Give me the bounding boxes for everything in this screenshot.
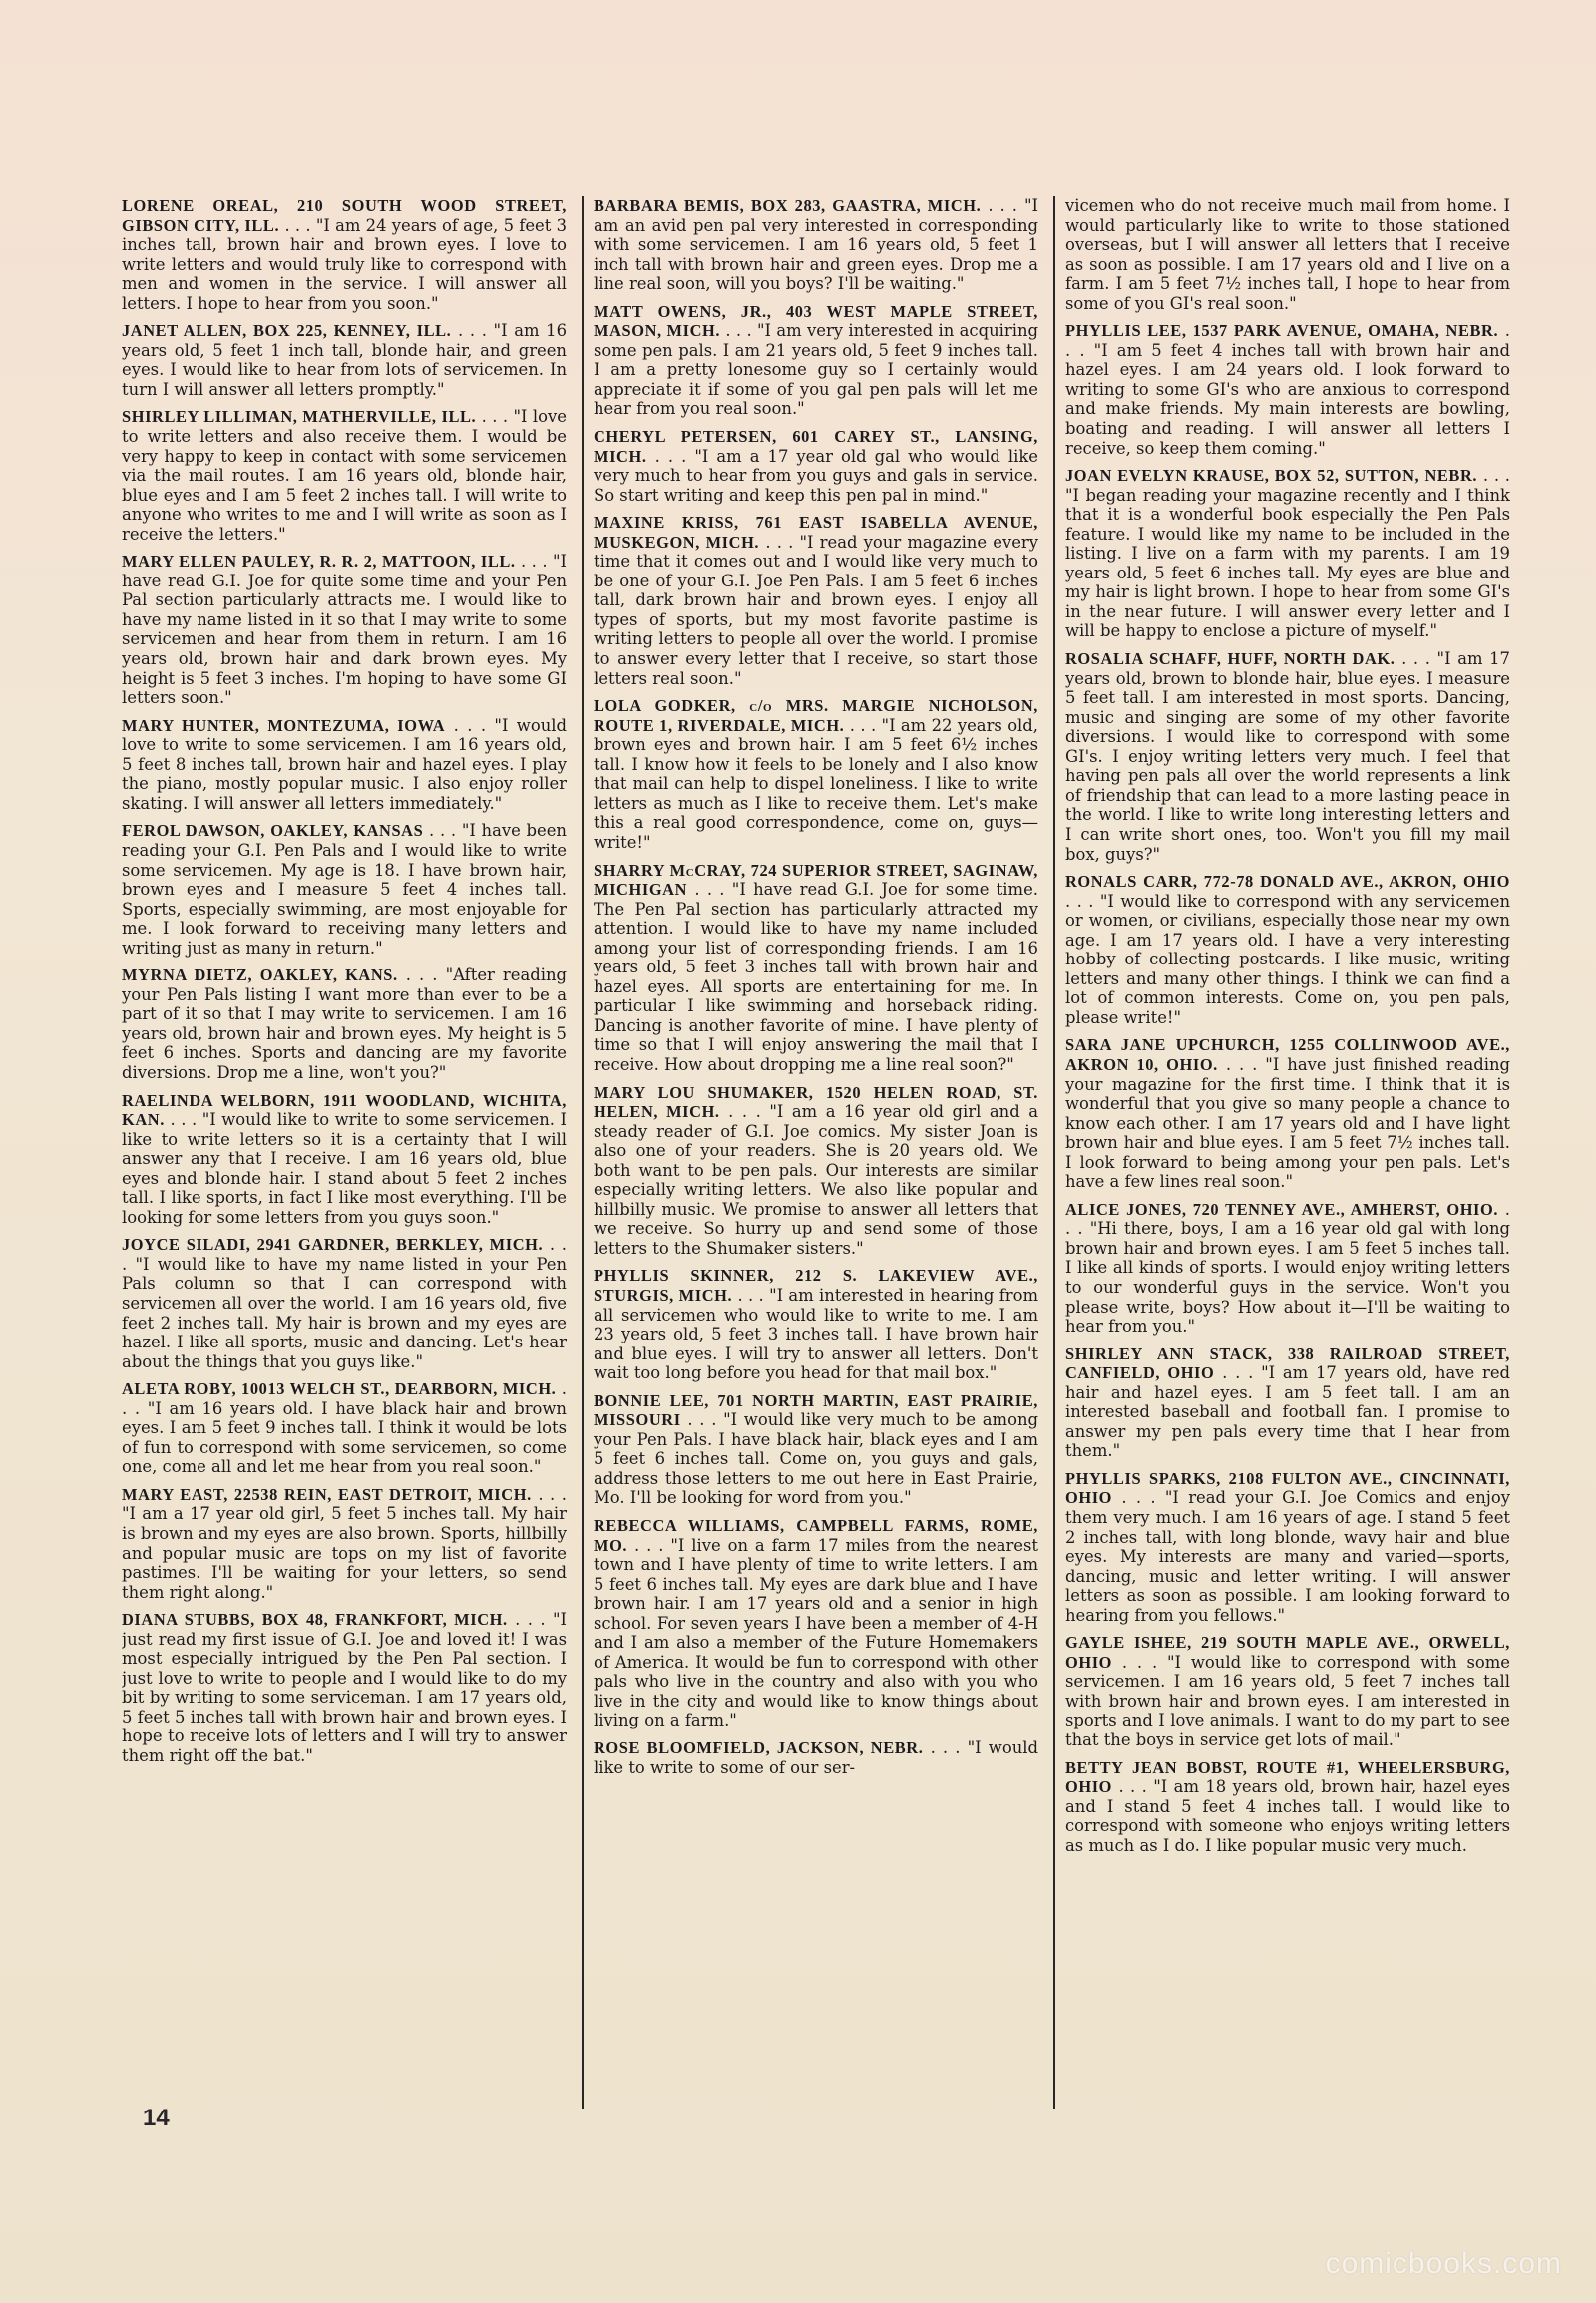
pen-pal-entry	[594, 302, 1038, 419]
pen-pal-name-address: SARA JANE UPCHURCH, 1255 COLLINWOOD AVE., AKRON 10, OHIO.	[1065, 1035, 1510, 1074]
pen-pal-name-address: DIANA STUBBS, BOX 48, FRANKFORT, MICH.	[122, 1610, 508, 1630]
pen-pal-name-address: PHYLLIS SKINNER, 212 S. LAKEVIEW AVE., STURGIS, MICH.	[594, 1266, 1038, 1305]
pen-pal-entry	[1065, 1633, 1510, 1749]
pen-pal-entry	[122, 1485, 567, 1602]
pen-pal-name-address: BONNIE LEE, 701 NORTH MARTIN, EAST PRAIRIE, MISSOURI	[594, 1390, 1038, 1430]
pen-pal-name-address: LOLA GODKER, c/o MRS. MARGIE NICHOLSON, ROUTE 1, RIVERDALE, MICH.	[594, 696, 1038, 735]
pen-pal-entry	[1065, 649, 1510, 864]
pen-pal-entry	[122, 196, 567, 313]
pen-pal-name-address: ALICE JONES, 720 TENNEY AVE., AMHERST, OHIO.	[1065, 1199, 1499, 1219]
pen-pal-letter-text: . . . "I am a 17 year old girl, 5 feet 5 inches tall. My hair is brown and my eyes are also brown. Sports, hillbilly and popular music are tops on my list of favorite pastimes. I'll be waiting for your letters, so send them right along."	[122, 1484, 567, 1602]
pen-pal-entry	[594, 513, 1038, 688]
pen-pal-letter-text: vicemen who do not receive much mail from home. I would particularly like to write to those stationed overseas, but I will answer all letters that I receive as soon as possible. I am 17 years old and I live on a farm. I am 5 feet 7½ inches tall, I hope to hear from some of you GI's real soon."	[1065, 196, 1510, 313]
pen-pal-letter-text: . . . "I am very interested in acquiring some pen pals. I am 21 years old, 5 feet 9 inches tall. I am a pretty lonesome guy so I certainly would appreciate it if some of you gal pen pals will let me hear from you real soon."	[594, 321, 1038, 419]
pen-pal-letter-text: . . . "I read your magazine every time that it comes out and I would like very much to be one of your G.I. Joe Pen Pals. I am 5 feet 6 inches tall, dark brown hair and brown eyes. I enjoy all types of sports, but my most favorite pastime is writing letters to people all over the world. I promise to answer every letter that I receive, so start those letters real soon."	[594, 532, 1038, 688]
pen-pal-name-address: RAELINDA WELBORN, 1911 WOODLAND, WICHITA, KAN.	[122, 1090, 567, 1130]
pen-pal-name-address: MATT OWENS, JR., 403 WEST MAPLE STREET, MASON, MICH.	[594, 301, 1038, 341]
pen-pal-name-address: ROSALIA SCHAFF, HUFF, NORTH DAK.	[1065, 649, 1396, 669]
pen-pal-name-address: PHYLLIS LEE, 1537 PARK AVENUE, OMAHA, NEBR.	[1065, 321, 1499, 341]
pen-pal-entry	[122, 321, 567, 399]
pen-pal-entry	[594, 861, 1038, 1075]
pen-pal-letter-text: . . . "I am 18 years old, brown hair, hazel eyes and I stand 5 feet 4 inches tall. I would like to correspond with someone who enjoys writing letters as much as I do. I like popular music very much.	[1065, 1777, 1510, 1855]
pen-pal-name-address: JOYCE SILADI, 2941 GARDNER, BERKLEY, MICH.	[122, 1235, 544, 1255]
pen-pal-entry	[1065, 1035, 1510, 1191]
page-number: 14	[143, 2105, 170, 2131]
pen-pal-letter-text: . . . "I am a 17 year old gal who would like very much to hear from you guys and gals in service. So start writing and keep this pen pal in mind."	[594, 446, 1038, 505]
pen-pal-name-address: SHIRLEY LILLIMAN, MATHERVILLE, ILL.	[122, 407, 477, 427]
pen-pal-letter-text: . . . "I just read my first issue of G.I. Joe and loved it! I was most especially intrigued by the Pen Pal section. I just love to write to people and I would like to do my bit by writing to some serviceman. I am 17 years old, 5 feet 5 inches tall with brown hair and brown eyes. I hope to receive lots of letters and I will try to answer them right off the bat."	[122, 1610, 567, 1766]
pen-pal-entry	[1065, 466, 1510, 641]
pen-pal-entry	[1065, 1200, 1510, 1337]
pen-pal-name-address: REBECCA WILLIAMS, CAMPBELL FARMS, ROME, MO.	[594, 1516, 1038, 1555]
pen-pal-letter-text: . . . "I would like to write to some of our ser-	[594, 1738, 1038, 1777]
pen-pal-entry	[594, 427, 1038, 505]
pen-pal-letter-text: . . . "I would like very much to be among your Pen Pals. I have black hair, black eyes and I am 5 feet 6 inches tall. Come on, you guys and gals, address those letters to me out here in East Prairie, Mo. I'll be looking for word from you."	[594, 1410, 1038, 1508]
pen-pal-name-address: MYRNA DIETZ, OAKLEY, KANS.	[122, 965, 398, 985]
pen-pal-letter-text: . . . "I am 22 years old, brown eyes and brown hair. I am 5 feet 6½ inches tall. I know how it feels to be lonely and I also know that mail can help to dispel loneliness. I like to write letters as much as I like to receive them. Let's make this a real good correspondence, come on, guys—write!"	[594, 715, 1038, 852]
pen-pal-entry	[122, 407, 567, 544]
pen-pal-letter-text: . . . "I am 17 years old, brown to blonde hair, blue eyes. I measure 5 feet tall. I am interested in most sports. Dancing, music and singing are some of my other favorite diversions. I would like to correspond with some GI's. I enjoy writing letters very much. I feel that having pen pals all over the world represents a link of friendship that can lead to a more lasting peace in the world. I like to write long interesting letters and I can write short ones, too. Won't you fill my mail box, guys?"	[1065, 649, 1510, 864]
pen-pal-name-address: MARY HUNTER, MONTEZUMA, IOWA	[122, 715, 446, 735]
pen-pal-entry	[594, 196, 1038, 294]
pen-pal-name-address: BETTY JEAN BOBST, ROUTE #1, WHEELERSBURG, OHIO	[1065, 1757, 1510, 1797]
pen-pal-entry	[122, 1379, 567, 1477]
pen-pal-name-address: JANET ALLEN, BOX 225, KENNEY, ILL.	[122, 321, 452, 341]
pen-pal-entry	[1065, 1469, 1510, 1625]
column-2	[582, 196, 1038, 2109]
pen-pal-name-address: GAYLE ISHEE, 219 SOUTH MAPLE AVE., ORWELL, OHIO	[1065, 1633, 1510, 1672]
pen-pal-entry	[1065, 872, 1510, 1027]
pen-pal-letter-text: . . . "I would like to write to some servicemen. I like to write letters so it is a certainty that I will answer any that I receive. I am 16 years old, blue eyes and blonde hair. I stand about 5 feet 2 inches tall. I like sports, in fact I like most everything. I'll be looking for some letters from you guys soon."	[122, 1110, 567, 1227]
pen-pal-name-address: MAXINE KRISS, 761 EAST ISABELLA AVENUE, MUSKEGON, MICH.	[594, 513, 1038, 552]
pen-pal-entry	[122, 821, 567, 958]
pen-pal-entry	[594, 1516, 1038, 1730]
pen-pal-name-address: ALETA ROBY, 10013 WELCH ST., DEARBORN, MICH.	[122, 1379, 557, 1399]
pen-pal-letter-text: . . . "I began reading your magazine recently and I think that it is a wonderful book especially the Pen Pals feature. I would like my name to be included in the listing. I live on a farm with my parents. I am 19 years old, 5 feet 6 inches tall. My eyes are blue and my hair is light brown. I hope to hear from some GI's in the near future. I will answer every letter and I will be happy to enclose a picture of myself."	[1065, 466, 1510, 641]
pen-pal-entry	[1065, 196, 1510, 313]
pen-pal-name-address: LORENE OREAL, 210 SOUTH WOOD STREET, GIBSON CITY, ILL.	[122, 196, 567, 235]
pen-pal-letter-text: . . . "I am 16 years old. I have black hair and brown eyes. I am 5 feet 9 inches tall. I think it would be lots of fun to correspond with some servicemen, so come one, come all and let me hear from you real soon."	[122, 1379, 567, 1477]
pen-pal-letter-text: . . . "I read your G.I. Joe Comics and enjoy them very much. I am 16 years of age. I stand 5 feet 2 inches tall, with long blonde, wavy hair and blue eyes. My interests are many and varied—sports, dancing, music and letter writing. I will answer letters as soon as possible. I am looking forward to hearing from you fellows."	[1065, 1488, 1510, 1625]
pen-pal-entry	[1065, 321, 1510, 458]
pen-pal-letter-text: . . . "I have read G.I. Joe for quite some time and your Pen Pal section particularly attracts me. I would like to have my name listed in it so that I may write to some servicemen and hear from them in return. I am 16 years old, brown hair and dark brown eyes. My height is 5 feet 3 inches. I'm hoping to have some GI letters soon."	[122, 552, 567, 708]
pen-pal-name-address: CHERYL PETERSEN, 601 CAREY ST., LANSING, MICH.	[594, 427, 1038, 466]
pen-pal-letter-text: . . . "I have just finished reading your magazine for the first time. I think that it is wonderful that you give so many people a chance to know each other. I am 17 years old and I have light brown hair and blue eyes. I am 5 feet 7½ inches tall. I look forward to being among your pen pals. Let's have a few lines real soon."	[1065, 1054, 1510, 1192]
pen-pal-entry	[594, 1391, 1038, 1508]
pen-pal-letter-text: . . . "I am 17 years old, have red hair and hazel eyes. I am 5 feet tall. I am an interested baseball and football fan. I promise to answer my pen pals every time that I hear from them."	[1065, 1363, 1510, 1461]
pen-pal-letter-text: . . . "I would like to correspond with any servicemen or women, or civilians, especially those near my own age. I am 17 years old. I have a very interesting hobby of collecting postcards. I like music, writing letters and many other things. I think we can find a lot of common interests. Come on, you pen pals, please write!"	[1065, 891, 1510, 1027]
pen-pal-entry	[1065, 1344, 1510, 1461]
pen-pal-letter-text: . . . "After reading your Pen Pals listing I want more than ever to be a part of it so that I may write to servicemen. I am 16 years old, brown hair and brown eyes. My height is 5 feet 6 inches. Sports and dancing are my favorite diversions. Drop me a line, won't you?"	[122, 965, 567, 1082]
pen-pal-entry	[122, 1091, 567, 1228]
pen-pal-columns	[122, 196, 1511, 2109]
pen-pal-letter-text: . . . "I would like to have my name listed in your Pen Pals column so that I can correspond with servicemen all over the world. I am 16 years old, five feet 2 inches tall. My hair is brown and my eyes are hazel. I like all sports, music and dancing. Let's hear about the things that you guys like."	[122, 1235, 567, 1371]
pen-pal-entry	[594, 696, 1038, 852]
pen-pal-entry	[1065, 1758, 1510, 1856]
pen-pal-entry	[122, 552, 567, 707]
pen-pal-name-address: MARY ELLEN PAULEY, R. R. 2, MATTOON, ILL.	[122, 552, 516, 572]
pen-pal-letter-text: . . . "I am a 16 year old girl and a steady reader of G.I. Joe comics. My sister Joan is also one of your readers. She is 20 years old. We both want to be pen pals. Our interests are similar especially writing letters. We also like popular and hillbilly music. We promise to answer all letters that we receive. So hurry up and send some of those letters to the Shumaker sisters."	[594, 1102, 1038, 1258]
column-1	[122, 196, 567, 2109]
pen-pal-name-address: SHIRLEY ANN STACK, 338 RAILROAD STREET, CANFIELD, OHIO	[1065, 1343, 1510, 1383]
pen-pal-letter-text: . . . "I have been reading your G.I. Pen Pals and I would like to write some servicemen. My age is 18. I have brown hair, brown eyes and I measure 5 feet 4 inches tall. Sports, especially swimming, are most enjoyable for me. I look forward to receiving many letters and writing just as many in return."	[122, 821, 567, 958]
pen-pal-letter-text: . . . "I would like to correspond with some servicemen. I am 16 years old, 5 feet 7 inches tall with brown hair and brown eyes. I am interested in sports and I love animals. I want to do my part to see that the boys in service get lots of mail."	[1065, 1652, 1510, 1750]
pen-pal-name-address: MARY LOU SHUMAKER, 1520 HELEN ROAD, ST. HELEN, MICH.	[594, 1082, 1038, 1122]
pen-pal-letter-text: . . . "I love to write letters and also receive them. I would be very happy to keep in contact with some servicemen via the mail routes. I am 16 years old, blonde hair, blue eyes and I am 5 feet 2 inches tall. I will write to anyone who writes to me and I will write as soon as I receive the letters."	[122, 407, 567, 544]
pen-pal-entry	[122, 1610, 567, 1765]
pen-pal-name-address: PHYLLIS SPARKS, 2108 FULTON AVE., CINCINNATI, OHIO	[1065, 1468, 1510, 1508]
pen-pal-entry	[594, 1738, 1038, 1777]
pen-pal-name-address: JOAN EVELYN KRAUSE, BOX 52, SUTTON, NEBR.	[1065, 466, 1478, 486]
pen-pal-name-address: BARBARA BEMIS, BOX 283, GAASTRA, MICH.	[594, 196, 982, 215]
pen-pal-letter-text: . . . "I would love to write to some servicemen. I am 16 years old, 5 feet 8 inches tall, brown hair and hazel eyes. I play the piano, mostly popular music. I also enjoy roller skating. I will answer all letters immediately."	[122, 715, 567, 813]
pen-pal-name-address: SHARRY McCRAY, 724 SUPERIOR STREET, SAGINAW, MICHIGAN	[594, 860, 1038, 900]
pen-pal-letter-text: . . . "I am an avid pen pal very interested in corresponding with some servicemen. I am 16 years old, 5 feet 1 inch tall with brown hair and green eyes. Drop me a line real soon, will you boys? I'll be waiting."	[594, 196, 1038, 294]
pen-pal-letter-text: . . . "I am interested in hearing from all servicemen who would like to write to me. I am 23 years old, 5 feet 3 inches tall. I have brown hair and blue eyes. I will try to answer all letters. Don't wait too long before you head for that mail box."	[594, 1285, 1038, 1383]
pen-pal-letter-text: . . . "I have read G.I. Joe for some time. The Pen Pal section has particularly attracted my attention. I would like to have my name included among your list of corresponding friends. I am 16 years old, 5 feet 3 inches tall with brown hair and hazel eyes. All sports are entertaining for me. In particular I like swimming and horseback riding. Dancing is another favorite of mine. I have plenty of time so that I will enjoy answering the mail that I receive. How about dropping me a line real soon?"	[594, 880, 1038, 1074]
pen-pal-name-address: FEROL DAWSON, OAKLEY, KANSAS	[122, 821, 424, 841]
pen-pal-entry	[594, 1266, 1038, 1382]
pen-pal-letter-text: . . . "I live on a farm 17 miles from the nearest town and I have plenty of time to write letters. I am 5 feet 6 inches tall. My eyes are dark blue and I have brown hair. I am 17 years old and a senior in high school. For seven years I have been a member of 4-H and I am also a member of the Future Homemakers of America. It would be fun to correspond with other pals who live in the country and also with you who live in the city and would like to know things about living on a farm."	[594, 1535, 1038, 1730]
column-3	[1053, 196, 1510, 2109]
pen-pal-letter-text: . . . "I am 16 years old, 5 feet 1 inch tall, blonde hair, and green eyes. I would like to hear from lots of servicemen. In turn I will answer all letters promptly."	[122, 321, 567, 399]
pen-pal-entry	[122, 716, 567, 814]
pen-pal-entry	[122, 1235, 567, 1371]
pen-pal-name-address: ROSE BLOOMFIELD, JACKSON, NEBR.	[594, 1738, 924, 1758]
pen-pal-letter-text: . . . "Hi there, boys, I am a 16 year old gal with long brown hair and brown eyes. I am 5 feet 5 inches tall. I like all kinds of sports. I would enjoy writing letters to our wonderful guys in the service. Won't you please write, boys? How about it—I'll be waiting to hear from you."	[1065, 1199, 1510, 1337]
pen-pal-name-address: MARY EAST, 22538 REIN, EAST DETROIT, MICH.	[122, 1484, 532, 1504]
pen-pal-entry	[594, 1083, 1038, 1259]
pen-pal-name-address: RONALS CARR, 772-78 DONALD AVE., AKRON, OHIO	[1065, 872, 1510, 892]
site-watermark: comicbooks.com	[1325, 2247, 1562, 2280]
pen-pal-letter-text: . . . "I am 5 feet 4 inches tall with brown hair and hazel eyes. I am 24 years old. I look forward to writing to some GI's who are anxious to correspond and make friends. My main interests are bowling, boating and reading. I will answer all letters I receive, so keep them coming."	[1065, 321, 1510, 458]
pen-pal-letter-text: . . . "I am 24 years of age, 5 feet 3 inches tall, brown hair and brown eyes. I love to write letters and would truly like to correspond with men and women in the service. I will answer all letters. I hope to hear from you soon."	[122, 215, 567, 313]
pen-pal-entry	[122, 965, 567, 1082]
